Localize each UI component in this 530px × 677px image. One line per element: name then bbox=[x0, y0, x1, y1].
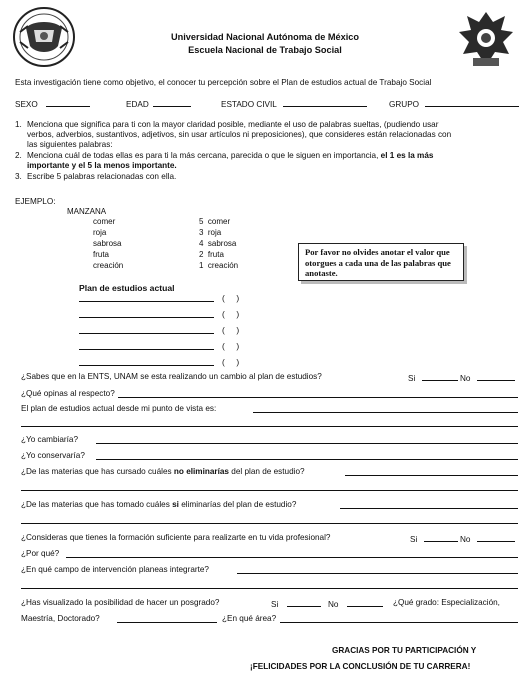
formacion-si-field[interactable] bbox=[424, 533, 458, 542]
example-ranked-item: 2 fruta bbox=[199, 250, 224, 259]
example-ranked-item: 5 comer bbox=[199, 217, 231, 226]
question-grado-options: Maestría, Doctorado? bbox=[21, 614, 100, 623]
closing-thanks: GRACIAS POR TU PARTICIPACIÓN Y bbox=[332, 646, 477, 655]
reminder-note-box: Por favor no olvides anotar el valor que otorgues a cada una de las palabras que anotaste. bbox=[298, 243, 464, 281]
plan-word-field-5[interactable] bbox=[79, 365, 214, 366]
plan-word-field-3[interactable] bbox=[79, 333, 214, 334]
plan-word-field-1[interactable] bbox=[79, 301, 214, 302]
question-area: ¿En qué área? bbox=[222, 614, 277, 623]
si-eliminarias-text-a: ¿De las materias que has tomado cuáles bbox=[21, 500, 170, 509]
cambiaria-answer-field[interactable] bbox=[96, 443, 518, 444]
plan-rank-field-5[interactable]: ( ) bbox=[222, 357, 240, 367]
question-opinas: ¿Qué opinas al respecto? bbox=[21, 389, 115, 398]
question-cambio-plan: ¿Sabes que en la ENTS, UNAM se esta realizando un cambio al plan de estudios? bbox=[21, 372, 322, 381]
plan-actual-answer-field-2[interactable] bbox=[21, 426, 518, 427]
example-ranked-item: 3 roja bbox=[199, 228, 222, 237]
plan-rank-field-2[interactable]: ( ) bbox=[222, 309, 240, 319]
sexo-field[interactable] bbox=[46, 98, 90, 107]
no-label: No bbox=[328, 600, 339, 609]
cambio-plan-si-field[interactable] bbox=[422, 372, 458, 381]
estado-civil-label: ESTADO CIVIL bbox=[221, 100, 277, 109]
si-eliminarias-answer-field-2[interactable] bbox=[21, 523, 518, 524]
example-label: EJEMPLO: bbox=[15, 197, 56, 206]
plan-rank-field-3[interactable]: ( ) bbox=[222, 325, 240, 335]
cambio-plan-si-group bbox=[408, 372, 458, 383]
no-eliminarias-text-a: ¿De las materias que has cursado cuáles bbox=[21, 467, 172, 476]
instruction-1-number: 1. bbox=[15, 120, 22, 129]
instruction-3-line1: Escribe 5 palabras relacionadas con ella. bbox=[27, 172, 177, 181]
formacion-no-group bbox=[460, 533, 515, 544]
edad-field[interactable] bbox=[153, 98, 191, 107]
grupo-field[interactable] bbox=[425, 98, 519, 107]
question-conservaria: ¿Yo conservaría? bbox=[21, 451, 85, 460]
example-item: fruta bbox=[93, 250, 110, 259]
example-item: roja bbox=[93, 228, 107, 237]
edad-label: EDAD bbox=[126, 100, 149, 109]
formacion-si-group bbox=[410, 533, 458, 544]
si-label: Si bbox=[410, 535, 418, 544]
no-label: No bbox=[460, 535, 471, 544]
question-si-eliminarias bbox=[21, 500, 296, 509]
question-no-eliminarias bbox=[21, 467, 305, 476]
no-eliminarias-answer-field-2[interactable] bbox=[21, 490, 518, 491]
instruction-2-line1 bbox=[27, 151, 433, 160]
example-item: creación bbox=[93, 261, 124, 270]
question-plan-actual: El plan de estudios actual desde mi punto de vista es: bbox=[21, 404, 217, 413]
question-que-grado: ¿Qué grado: Especialización, bbox=[393, 598, 500, 607]
plan-word-field-2[interactable] bbox=[79, 317, 214, 318]
cambio-plan-no-field[interactable] bbox=[477, 372, 515, 381]
no-eliminarias-answer-field[interactable] bbox=[345, 475, 518, 476]
instruction-1-line1: Menciona que significa para ti con la mayor claridad posible, mediante el uso de palabras sueltas, (pudiendo usar bbox=[27, 120, 439, 129]
example-item: comer bbox=[93, 217, 116, 226]
plan-word-field-4[interactable] bbox=[79, 349, 214, 350]
posgrado-si-field[interactable] bbox=[287, 598, 321, 607]
no-eliminarias-text-c: del plan de estudio? bbox=[231, 467, 305, 476]
no-label: No bbox=[460, 374, 471, 383]
school-title: Escuela Nacional de Trabajo Social bbox=[188, 45, 342, 55]
si-label: Si bbox=[271, 600, 279, 609]
grupo-label: GRUPO bbox=[389, 100, 420, 109]
estado-civil-field[interactable] bbox=[283, 98, 367, 107]
grupo-group bbox=[389, 98, 519, 109]
question-formacion: ¿Consideras que tienes la formación suficiente para realizarte en tu vida profesional? bbox=[21, 533, 331, 542]
plan-rank-field-1[interactable]: ( ) bbox=[222, 293, 240, 303]
si-eliminarias-emphasis: si bbox=[172, 500, 179, 509]
conservaria-answer-field[interactable] bbox=[96, 459, 518, 460]
instruction-3-number: 3. bbox=[15, 172, 22, 181]
example-item: sabrosa bbox=[93, 239, 122, 248]
no-eliminarias-emphasis: no eliminarías bbox=[173, 467, 229, 476]
question-posgrado: ¿Has visualizado la posibilidad de hacer un posgrado? bbox=[21, 598, 220, 607]
instruction-2-text: Menciona cuál de todas ellas es para ti la más cercana, parecida o que le siguen en importancia, bbox=[27, 151, 379, 160]
sexo-label: SEXO bbox=[15, 100, 38, 109]
posgrado-si-group bbox=[271, 598, 321, 609]
si-eliminarias-answer-field[interactable] bbox=[340, 508, 518, 509]
demographics-row bbox=[15, 98, 90, 109]
area-answer-field[interactable] bbox=[280, 622, 518, 623]
posgrado-no-field[interactable] bbox=[347, 598, 383, 607]
example-word: MANZANA bbox=[67, 207, 107, 216]
instruction-2-emphasis: el 1 es la más bbox=[380, 151, 434, 160]
instruction-2-line2: importante y el 5 la menos importante. bbox=[27, 161, 177, 170]
university-title: Universidad Nacional Autónoma de México bbox=[170, 32, 360, 42]
cambio-plan-no-group bbox=[460, 372, 515, 383]
por-que-answer-field[interactable] bbox=[66, 557, 518, 558]
instruction-1-line3: las siguientes palabras: bbox=[27, 140, 113, 149]
example-ranked-item: 1 creación bbox=[199, 261, 239, 270]
plan-rank-field-4[interactable]: ( ) bbox=[222, 341, 240, 351]
plan-actual-answer-field[interactable] bbox=[253, 412, 518, 413]
posgrado-no-group bbox=[328, 598, 383, 609]
instruction-2-number: 2. bbox=[15, 151, 22, 160]
opinas-answer-field[interactable] bbox=[118, 397, 518, 398]
si-eliminarias-text-c: eliminarías del plan de estudio? bbox=[181, 500, 297, 509]
question-campo-intervencion: ¿En qué campo de intervención planeas integrarte? bbox=[21, 565, 209, 574]
question-cambiaria: ¿Yo cambiaría? bbox=[21, 435, 79, 444]
example-ranked-item: 4 sabrosa bbox=[199, 239, 237, 248]
plan-title: Plan de estudios actual bbox=[79, 283, 175, 293]
question-por-que: ¿Por qué? bbox=[21, 549, 60, 558]
campo-intervencion-answer-field[interactable] bbox=[237, 573, 518, 574]
instruction-1-line2: verbos, adverbios, sustantivos, adjetivos, sin usar artículos ni preposiciones), que consideres están relacionadas con bbox=[27, 130, 452, 139]
si-label: Si bbox=[408, 374, 416, 383]
campo-intervencion-answer-field-2[interactable] bbox=[21, 588, 518, 589]
estado-civil-group bbox=[221, 98, 367, 109]
intro-text: Esta investigación tiene como objetivo, el conocer tu percepción sobre el Plan de estudios actual de Trabajo Social bbox=[15, 78, 432, 87]
grado-answer-field[interactable] bbox=[117, 622, 217, 623]
formacion-no-field[interactable] bbox=[477, 533, 515, 542]
edad-group bbox=[126, 98, 191, 109]
closing-congratulations: ¡FELICIDADES POR LA CONCLUSIÓN DE TU CARRERA! bbox=[250, 662, 471, 671]
